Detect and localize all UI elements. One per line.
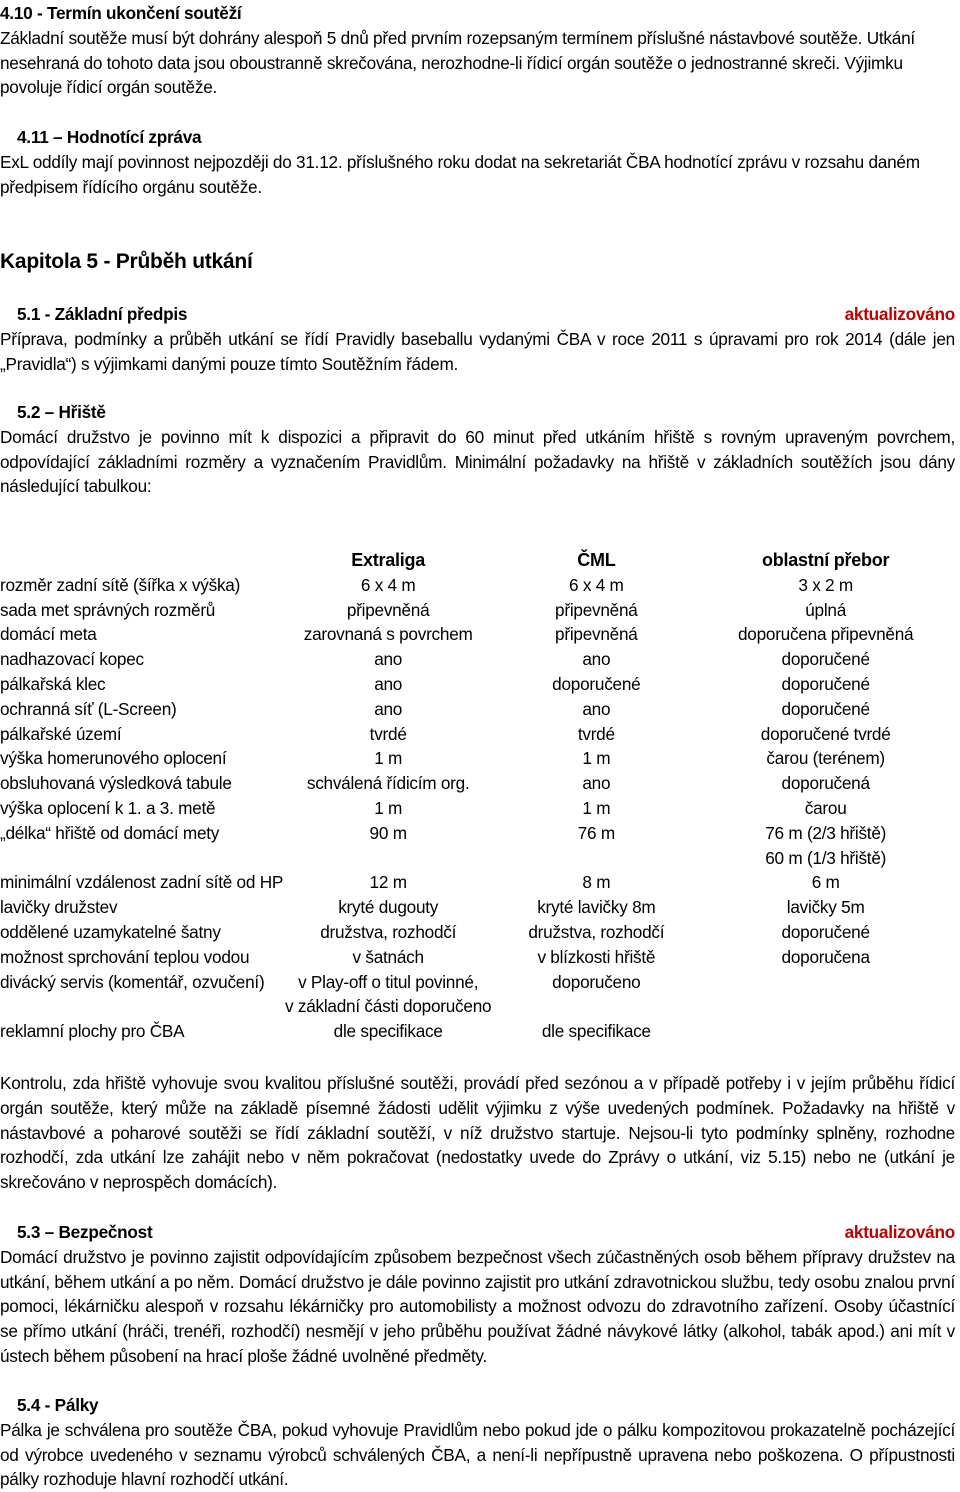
table-cell (0, 994, 285, 1019)
table-cell (701, 970, 950, 995)
section-5-4 (0, 1393, 955, 1492)
section-4-11 (0, 125, 955, 199)
table-cell: tvrdé (577, 723, 615, 744)
section-body: Pálka je schválena pro soutěže ČBA, pokud vyhovuje Pravidlům nebo pokud jde o pálku kompozitovou prokazatelně pocházející od výrobce uvedeného v seznamu výrobců schválených ČBA, a není-li nepřípustně upravena nebo poškozena. O přípustnosti pálky rozhoduje hlavní rozhodčí utkání. (0, 1419, 955, 1490)
table-cell: kryté dugouty (338, 897, 439, 918)
section-4-10 (0, 1, 955, 100)
table-cell: minimální vzdálenost zadní sítě od HP (0, 872, 284, 893)
column-header-extraliga: Extraliga (351, 550, 426, 570)
table-cell: ano (374, 698, 403, 719)
table-cell: doporučena připevněná (737, 624, 914, 645)
table-cell: doporučené tvrdé (760, 723, 891, 744)
table-cell: ano (582, 698, 611, 719)
column-header (0, 548, 285, 573)
after-table-paragraph: Kontrolu, zda hřiště vyhovuje svou kvalitou příslušné soutěži, provádí před sezónou a v případě potřeby i v jejím průběhu řídicí orgán soutěže, který může na základě písemné žádosti udělit výjimku z výše uvedených podmínek. Požadavky na hřiště v nástavbové a poharové soutěži se řídí základní soutěží, v níž družstvo startuje. Nejsou-li tyto podmínky splněny, rozhodne rozhodčí, zda utkání lze zahájit nebo v něm pokračovat (nedostatky uvede do Zprávy o utkání, viz 5.15) nebo ne (utkání je skrečováno v neprospěch domácích). (0, 1073, 955, 1193)
table-cell: ano (374, 673, 403, 694)
table-cell: 6 x 4 m (360, 574, 416, 595)
table-cell: obsluhovaná výsledková tabule (0, 773, 232, 794)
table-cell: reklamní plochy pro ČBA (0, 1021, 185, 1042)
table-cell: 60 m (1/3 hřiště) (765, 847, 887, 868)
table-row (0, 895, 950, 920)
table-cell: čarou (terénem) (766, 748, 885, 769)
section-body: Základní soutěže musí být dohrány alespoň 5 dnů před prvním rozepsaným termínem příslušné nástavbové soutěže. Utkání nesehraná do tohoto data jsou oboustranně skrečována, nerozhodne-li řídicí orgán soutěže o jednostranné skreči. Výjimku povoluje řídicí orgán soutěže. (0, 27, 915, 98)
section-body: Příprava, podmínky a průběh utkání se řídí Pravidly baseballu vydanými ČBA v roce 2011 s úpravami pro rok 2014 (dále jen „Pravidla“) s výjimkami danými pouze tímto Soutěžním řádem. (0, 328, 955, 374)
table-cell: úplná (805, 599, 847, 620)
table-cell: dle specifikace (541, 1021, 651, 1042)
table-cell: 12 m (369, 872, 407, 893)
table-body (0, 573, 950, 1044)
section-body: Domácí družstvo je povinno mít k dispozici a připravit do 60 minut před utkáním hřiště s rovným upraveným povrchem, odpovídající základními rozměry a vyznačením Pravidlům. Minimální požadavky na hřiště v základních soutěžích jsou dány následující tabulkou: (0, 426, 955, 497)
table-cell: družstva, rozhodčí (320, 921, 457, 942)
table-cell: sada met správných rozměrů (0, 599, 216, 620)
table-cell: doporučeno (552, 971, 641, 992)
table-cell (701, 1019, 950, 1044)
table-cell (285, 846, 491, 871)
table-cell: lavičky družstev (0, 897, 118, 918)
table-cell: čarou (804, 797, 847, 818)
section-5-2 (0, 400, 955, 499)
chapter-title: Kapitola 5 - Průběh utkání (0, 250, 253, 273)
table-row (0, 821, 950, 846)
table-cell: možnost sprchování teplou vodou (0, 946, 250, 967)
table-cell: v šatnách (352, 946, 424, 967)
section-5-1 (0, 302, 955, 376)
table-cell: družstva, rozhodčí (528, 921, 665, 942)
table-row (0, 994, 950, 1019)
table-cell: domácí meta (0, 624, 97, 645)
table-cell: 8 m (582, 872, 611, 893)
table-cell: rozměr zadní sítě (šířka x výška) (0, 574, 241, 595)
table-cell: kryté lavičky 8m (537, 897, 656, 918)
updated-badge: aktualizováno (844, 1222, 955, 1242)
table-cell: zarovnaná s povrchem (303, 624, 473, 645)
table-cell: doporučené (781, 921, 870, 942)
field-requirements-table (0, 548, 950, 1044)
section-body: Domácí družstvo je povinno zajistit odpovídajícím způsobem bezpečnost všech zúčastněných osob během přípravy družstev na utkání, během utkání a po něm. Domácí družstvo je dále povinno zajistit pro utkání zdravotnickou službu, tedy osobu znalou první pomoci, lékárničku alespoň v rozsahu lékárničky pro automobilisty a možnost odvozu do zdravotního zařízení. Osoby účastnící se přímo utkání (hráči, trenéři, rozhodčí) nesmějí v jeho průběhu používat žádné návykové látky (alkohol, tabák apod.) ani mít v ústech během působení na hrací ploše žádné uvolněné předměty. (0, 1246, 955, 1366)
table-row (0, 771, 950, 796)
table-cell: lavičky 5m (786, 897, 865, 918)
table-cell: dle specifikace (333, 1021, 443, 1042)
table-row (0, 697, 950, 722)
table-cell: „délka“ hřiště od domácí mety (0, 822, 220, 843)
table-row (0, 722, 950, 747)
table-header-row (0, 548, 950, 573)
table-cell: připevněná (555, 624, 638, 645)
table-cell: oddělené uzamykatelné šatny (0, 921, 221, 942)
section-heading: 5.3 – Bezpečnost (17, 1222, 153, 1242)
table-cell: 76 m (2/3 hřiště) (765, 822, 887, 843)
section-heading: 4.11 – Hodnotící zpráva (17, 127, 202, 147)
table-cell: divácký servis (komentář, ozvučení) (0, 971, 265, 992)
table-cell: doporučená (781, 773, 870, 794)
table-cell: doporučena (781, 946, 870, 967)
table-cell: ano (582, 773, 611, 794)
table-row (0, 573, 950, 598)
section-body: ExL oddíly mají povinnost nejpozději do 31.12. příslušného roku dodat na sekretariát ČBA hodnotící zprávu v rozsahu daném předpisem řídícího orgánu soutěže. (0, 151, 920, 197)
table-cell: 6 x 4 m (569, 574, 624, 595)
table-row (0, 846, 950, 871)
table-cell: doporučené (781, 649, 870, 670)
section-heading: 5.4 - Pálky (17, 1395, 99, 1415)
table-cell: schválená řídicím org. (306, 773, 470, 794)
table-row (0, 796, 950, 821)
table-cell: 90 m (369, 822, 407, 843)
table-cell: 3 x 2 m (798, 574, 853, 595)
table-cell: připevněná (555, 599, 638, 620)
table-cell (491, 994, 701, 1019)
table-cell: doporučené (781, 673, 870, 694)
table-cell (0, 846, 285, 871)
table-cell: doporučené (552, 673, 641, 694)
table-cell: 1 m (374, 797, 403, 818)
table-cell: 1 m (582, 797, 611, 818)
table-cell (701, 994, 950, 1019)
updated-badge: aktualizováno (844, 304, 955, 324)
section-heading: 4.10 - Termín ukončení soutěží (0, 3, 242, 23)
table-row (0, 970, 950, 995)
section-heading-row (0, 302, 955, 327)
table-cell: 1 m (582, 748, 611, 769)
table-cell: ano (374, 649, 403, 670)
table-cell: 1 m (374, 748, 403, 769)
section-heading: 5.2 – Hřiště (17, 402, 106, 422)
section-heading: 5.1 - Základní předpis (17, 304, 188, 324)
table-cell: ano (582, 649, 611, 670)
table-cell: připevněná (346, 599, 430, 620)
table-cell: pálkařská klec (0, 673, 106, 694)
table-row (0, 920, 950, 945)
table-cell (491, 846, 701, 871)
table-row (0, 945, 950, 970)
table-cell: 6 m (811, 872, 840, 893)
table-cell: doporučené (781, 698, 870, 719)
table-row (0, 622, 950, 647)
table-row (0, 647, 950, 672)
table-row (0, 746, 950, 771)
table-cell: v Play-off o titul povinné, (298, 971, 479, 992)
table-row (0, 598, 950, 623)
column-header-oblastni-prebor: oblastní přebor (762, 550, 890, 570)
table-row (0, 672, 950, 697)
table-row (0, 870, 950, 895)
table-cell: výška homerunového oplocení (0, 748, 227, 769)
section-5-3 (0, 1220, 955, 1369)
table-cell: v základní části doporučeno (285, 996, 492, 1017)
table-cell: pálkařské území (0, 723, 122, 744)
table-cell: výška oplocení k 1. a 3. metě (0, 797, 216, 818)
table-cell: nadhazovací kopec (0, 649, 144, 670)
table-cell: v blízkosti hřiště (537, 946, 656, 967)
section-heading-row (0, 1220, 955, 1245)
column-header-cml: ČML (577, 550, 616, 570)
table-cell: 76 m (577, 822, 615, 843)
table-cell: ochranná síť (L-Screen) (0, 698, 177, 719)
table-row (0, 1019, 950, 1044)
table-cell: tvrdé (369, 723, 407, 744)
